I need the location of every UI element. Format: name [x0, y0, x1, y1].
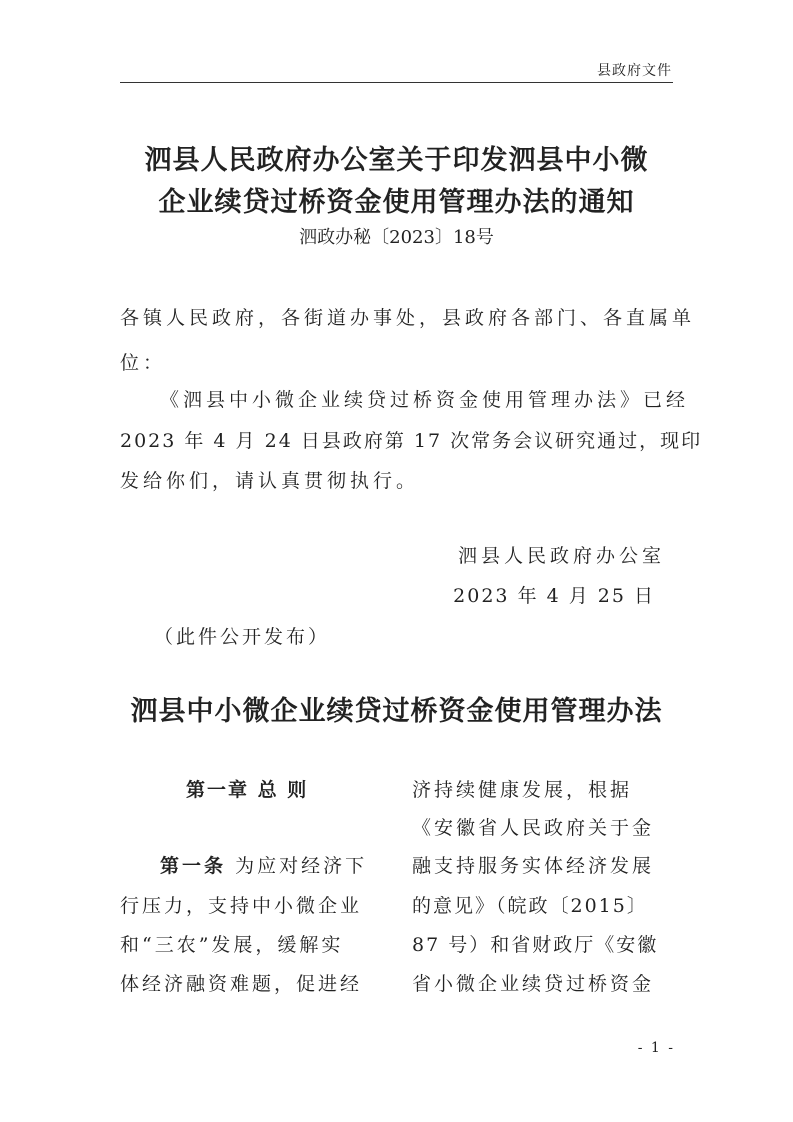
right-column-line-2: 《安徽省人民政府关于金 — [412, 817, 655, 839]
notice-title-line-2: 企业续贷过桥资金使用管理办法的通知 — [158, 187, 635, 218]
right-column-line-3: 融支持服务实体经济发展 — [412, 855, 655, 877]
right-column-line-5: 87 号）和省财政厅《安徽 — [412, 934, 659, 956]
issue-date: 2023 年 4 月 25 日 — [453, 585, 655, 607]
addressee-line-1: 各镇人民政府，各街道办事处，县政府各部门、各直属单 — [120, 307, 696, 329]
chapter-heading: 第一章 总 则 — [186, 779, 309, 801]
document-number: 泗政办秘〔2023〕18号 — [299, 227, 494, 248]
notice-paragraph-line-2: 2023 年 4 月 24 日县政府第 17 次常务会议研究通过，现印 — [120, 430, 703, 452]
measures-title: 泗县中小微企业续贷过桥资金使用管理办法 — [130, 696, 663, 727]
notice-paragraph-line-3: 发给你们，请认真贯彻执行。 — [120, 470, 420, 492]
article-1-line-1 — [160, 851, 367, 878]
left-column-line-4: 体经济融资难题，促进经 — [120, 973, 363, 995]
article-1-text: 为应对经济下 — [235, 855, 368, 877]
article-label: 第一条 — [160, 855, 227, 877]
notice-paragraph-line-1: 《泗县中小微企业续贷过桥资金使用管理办法》已经 — [160, 389, 690, 411]
issuer-signature: 泗县人民政府办公室 — [457, 545, 665, 567]
left-column-line-2: 行压力，支持中小微企业 — [120, 895, 363, 917]
right-column-line-1: 济持续健康发展，根据 — [412, 779, 633, 801]
document-type-label: 县政府文件 — [597, 63, 672, 79]
page-number: - 1 - — [637, 1040, 675, 1056]
header-rule — [120, 82, 673, 83]
public-release-note: （此件公开发布） — [154, 626, 331, 648]
notice-title-line-1: 泗县人民政府办公室关于印发泗县中小微 — [144, 145, 649, 176]
right-column-line-6: 省小微企业续贷过桥资金 — [412, 973, 655, 995]
right-column-line-4: 的意见》（皖政〔2015〕 — [412, 895, 648, 917]
left-column-line-3: 和“三农”发展，缓解实 — [120, 934, 344, 956]
addressee-line-2: 位： — [120, 352, 167, 374]
